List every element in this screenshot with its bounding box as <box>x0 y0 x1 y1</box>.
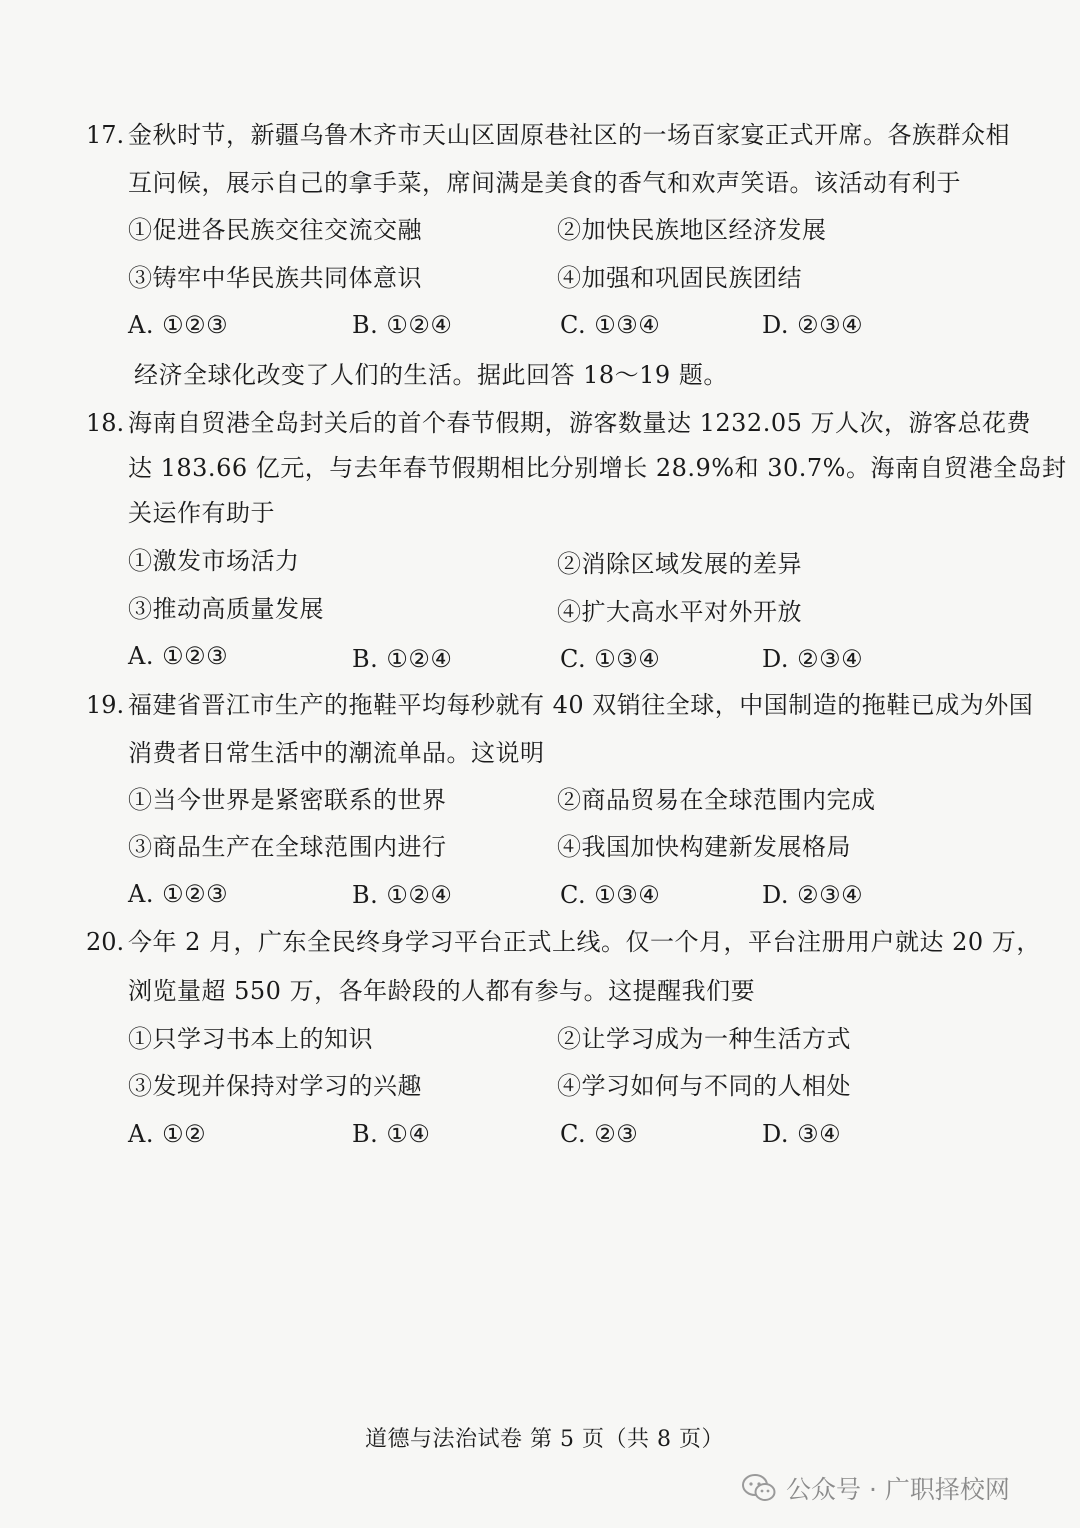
question-18-number: 18. <box>86 409 125 437</box>
question-17-stem-line-2: 互问候，展示自己的拿手菜，席间满是美食的香气和欢声笑语。该活动有利于 <box>128 169 961 197</box>
question-20-option-3: ③发现并保持对学习的兴趣 <box>128 1072 422 1100</box>
question-18-stem-line-1: 海南自贸港全岛封关后的首个春节假期，游客数量达 1232.05 万人次，游客总花费 <box>128 409 1032 437</box>
question-19-choice-d: D. ②③④ <box>762 881 864 909</box>
watermark-text: 公众号 · 广职择校网 <box>786 1475 1010 1504</box>
question-18-option-4: ④扩大高水平对外开放 <box>557 598 802 626</box>
question-20-option-2: ②让学习成为一种生活方式 <box>557 1025 851 1053</box>
question-20-option-1: ①只学习书本上的知识 <box>128 1025 373 1053</box>
question-18-choice-d: D. ②③④ <box>762 645 864 673</box>
question-17-option-2: ②加快民族地区经济发展 <box>557 216 827 244</box>
question-20-choice-a: A. ①② <box>128 1120 207 1148</box>
question-19-stem-line-1: 福建省晋江市生产的拖鞋平均每秒就有 40 双销往全球，中国制造的拖鞋已成为外国 <box>128 691 1034 719</box>
question-17-choice-d: D. ②③④ <box>762 311 864 339</box>
watermark <box>742 1470 1010 1506</box>
question-17-option-3: ③铸牢中华民族共同体意识 <box>128 264 422 292</box>
question-18-option-3: ③推动高质量发展 <box>128 595 324 623</box>
question-17-number: 17. <box>86 121 125 149</box>
question-20-number: 20. <box>86 928 125 956</box>
question-17-option-1: ①促进各民族交往交流交融 <box>128 216 422 244</box>
question-19-option-2: ②商品贸易在全球范围内完成 <box>557 786 876 814</box>
wechat-icon <box>742 1473 776 1503</box>
question-17-choice-a: A. ①②③ <box>128 311 229 339</box>
question-18-stem-line-3: 关运作有助于 <box>128 499 275 527</box>
question-20-option-4: ④学习如何与不同的人相处 <box>557 1072 851 1100</box>
question-18-choice-b: B. ①②④ <box>352 645 453 673</box>
question-20-stem-line-2: 浏览量超 550 万，各年龄段的人都有参与。这提醒我们要 <box>128 977 756 1005</box>
question-17-option-4: ④加强和巩固民族团结 <box>557 264 802 292</box>
question-18-choice-c: C. ①③④ <box>560 645 661 673</box>
question-17-choice-c: C. ①③④ <box>560 311 661 339</box>
question-19-stem-line-2: 消费者日常生活中的潮流单品。这说明 <box>128 739 545 767</box>
question-20-choice-b: B. ①④ <box>352 1120 431 1148</box>
question-19-option-1: ①当今世界是紧密联系的世界 <box>128 786 447 814</box>
question-19-option-4: ④我国加快构建新发展格局 <box>557 833 851 861</box>
question-20-choice-c: C. ②③ <box>560 1120 639 1148</box>
section-intro-18-19: 经济全球化改变了人们的生活。据此回答 18～19 题。 <box>134 361 728 389</box>
question-19-choice-b: B. ①②④ <box>352 881 453 909</box>
question-19-option-3: ③商品生产在全球范围内进行 <box>128 833 447 861</box>
question-20-choice-d: D. ③④ <box>762 1120 842 1148</box>
question-17-choice-b: B. ①②④ <box>352 311 453 339</box>
question-19-choice-a: A. ①②③ <box>128 880 229 908</box>
question-19-choice-c: C. ①③④ <box>560 881 661 909</box>
question-18-option-1: ①激发市场活力 <box>128 547 300 575</box>
question-18-choice-a: A. ①②③ <box>128 642 229 670</box>
page-footer: 道德与法治试卷 第 5 页（共 8 页） <box>365 1427 724 1452</box>
question-18-option-2: ②消除区域发展的差异 <box>557 550 802 578</box>
question-20-stem-line-1: 今年 2 月，广东全民终身学习平台正式上线。仅一个月，平台注册用户就达 20 万， <box>128 928 1041 956</box>
question-17-stem-line-1: 金秋时节，新疆乌鲁木齐市天山区固原巷社区的一场百家宴正式开席。各族群众相 <box>128 121 1010 149</box>
question-19-number: 19. <box>86 691 125 719</box>
question-18-stem-line-2: 达 183.66 亿元，与去年春节假期相比分别增长 28.9%和 30.7%。海南自贸港全岛封 <box>128 454 1067 482</box>
